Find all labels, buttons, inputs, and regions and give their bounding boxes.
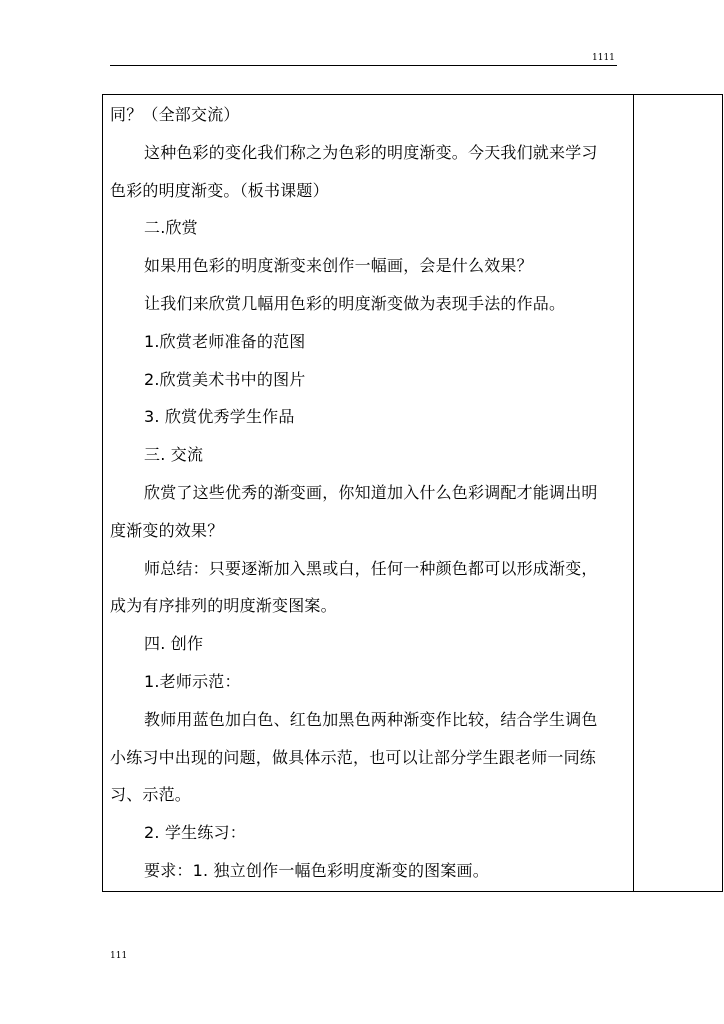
section-heading: 三. 交流 bbox=[144, 445, 204, 465]
text-line: 欣赏了这些优秀的渐变画，你知道加入什么色彩调配才能调出明 bbox=[144, 482, 598, 502]
lesson-content bbox=[110, 96, 630, 890]
text-line: 让我们来欣赏几幅用色彩的明度渐变做为表现手法的作品。 bbox=[144, 293, 566, 313]
list-item: 1.欣赏老师准备的范图 bbox=[144, 331, 306, 351]
text-line: 同？（全部交流） bbox=[110, 105, 240, 124]
text-line: 教师用蓝色加白色、红色加黑色两种渐变作比较，结合学生调色 bbox=[144, 709, 598, 729]
text-line: 这种色彩的变化我们称之为色彩的明度渐变。今天我们就来学习 bbox=[144, 142, 598, 162]
header-page-number: 1111 bbox=[592, 53, 615, 63]
header-rule bbox=[110, 65, 617, 66]
table-column-divider bbox=[633, 94, 634, 892]
text-line: 度渐变的效果？ bbox=[110, 520, 224, 540]
section-heading: 二.欣赏 bbox=[144, 218, 198, 238]
list-item: 2. 学生练习： bbox=[144, 823, 246, 843]
text-line: 色彩的明度渐变。（板书课题） bbox=[110, 180, 329, 200]
text-line: 师总结：只要逐渐加入黑或白，任何一种颜色都可以形成渐变， bbox=[144, 558, 598, 578]
text-line: 小练习中出现的问题，做具体示范，也可以让部分学生跟老师一同练 bbox=[110, 747, 597, 767]
text-line: 习、示范。 bbox=[110, 785, 192, 805]
text-line: 如果用色彩的明度渐变来创作一幅画，会是什么效果？ bbox=[144, 256, 533, 276]
list-item: 1.老师示范： bbox=[144, 671, 241, 691]
text-line: 要求：1. 独立创作一幅色彩明度渐变的图案画。 bbox=[144, 860, 489, 880]
list-item: 2.欣赏美术书中的图片 bbox=[144, 369, 306, 389]
list-item: 3. 欣赏优秀学生作品 bbox=[144, 407, 295, 427]
text-line: 成为有序排列的明度渐变图案。 bbox=[110, 596, 337, 616]
footer-page-number: 111 bbox=[110, 951, 128, 961]
section-heading: 四. 创作 bbox=[144, 634, 204, 654]
